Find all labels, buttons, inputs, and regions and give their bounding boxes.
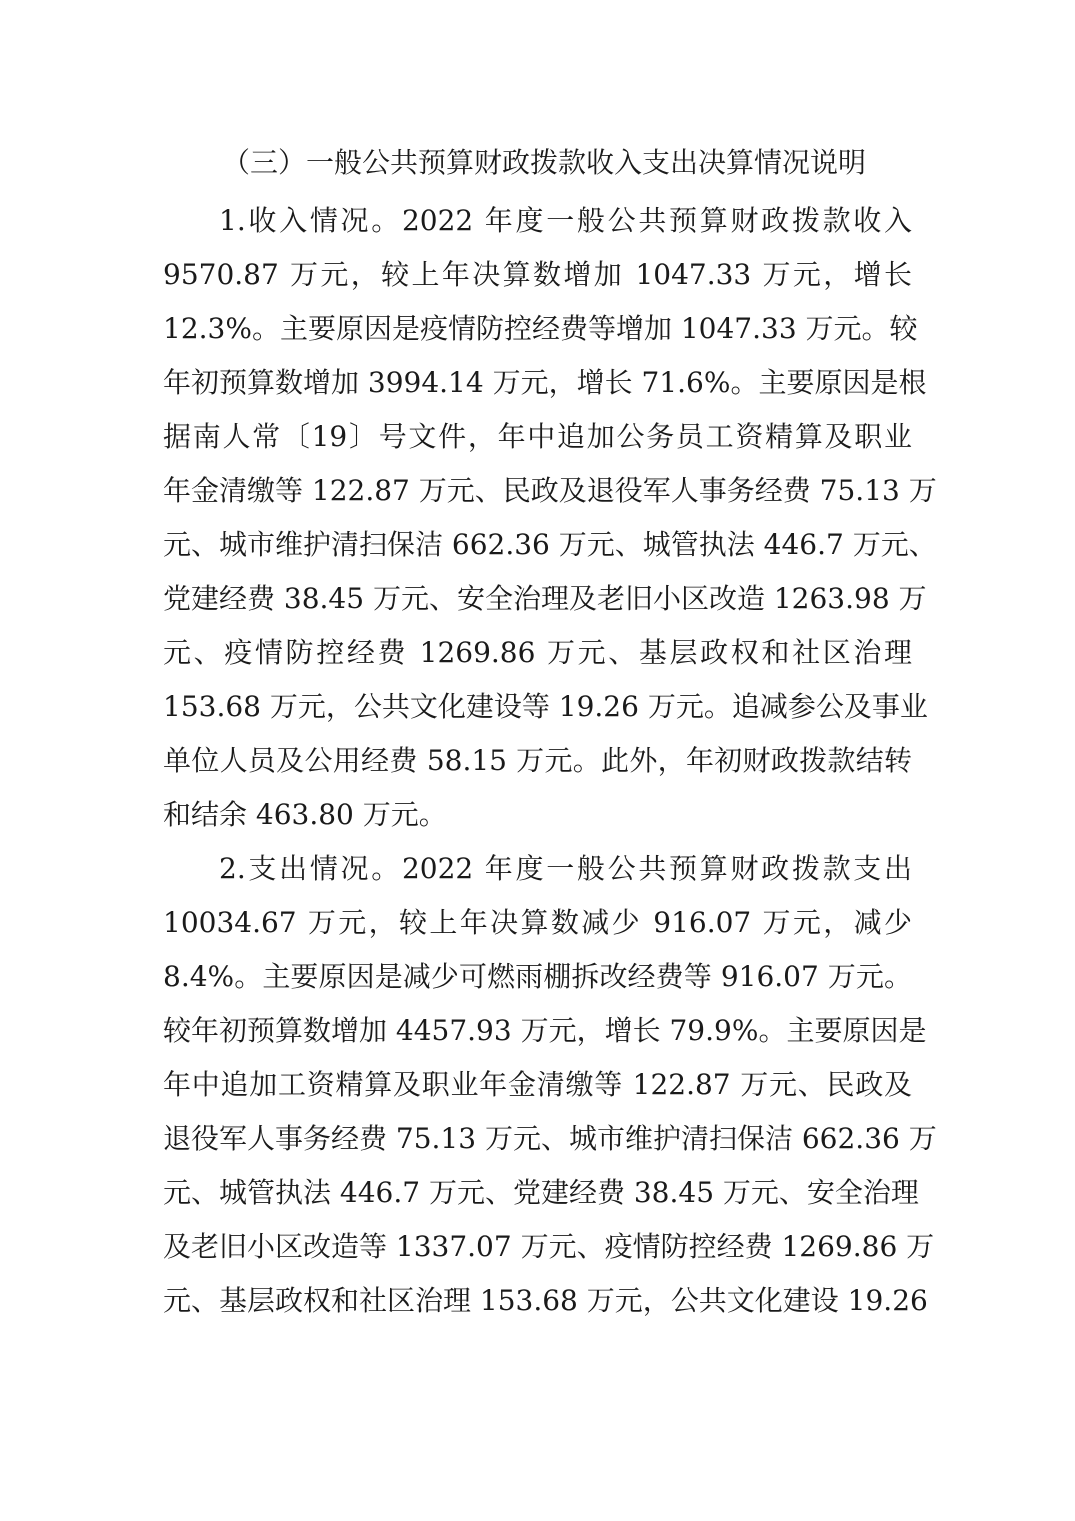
income-line-8: 党建经费 38.45 万元、安全治理及老旧小区改造 1263.98 万 bbox=[163, 582, 927, 615]
expenditure-line-6: 退役军人事务经费 75.13 万元、城市维护清扫保洁 662.36 万 bbox=[163, 1122, 937, 1155]
income-line-2: 9570.87 万元，较上年决算数增加 1047.33 万元，增长 bbox=[163, 258, 912, 291]
expenditure-line-2: 10034.67 万元，较上年决算数减少 916.07 万元，减少 bbox=[163, 906, 912, 939]
income-line-4: 年初预算数增加 3994.14 万元，增长 71.6%。主要原因是根 bbox=[163, 366, 927, 399]
income-line-10: 153.68 万元，公共文化建设等 19.26 万元。追减参公及事业 bbox=[163, 690, 928, 723]
income-line-9: 元、疫情防控经费 1269.86 万元、基层政权和社区治理 bbox=[163, 636, 912, 669]
income-line-11: 单位人员及公用经费 58.15 万元。此外，年初财政拨款结转 bbox=[163, 744, 912, 777]
expenditure-line-3: 8.4%。主要原因是减少可燃雨棚拆改经费等 916.07 万元。 bbox=[163, 960, 912, 993]
income-line-5: 据南人常〔19〕号文件，年中追加公务员工资精算及职业 bbox=[163, 420, 912, 453]
expenditure-line-5: 年中追加工资精算及职业年金清缴等 122.87 万元、民政及 bbox=[163, 1068, 912, 1101]
expenditure-line-7: 元、城管执法 446.7 万元、党建经费 38.45 万元、安全治理 bbox=[163, 1176, 919, 1209]
expenditure-line-8: 及老旧小区改造等 1337.07 万元、疫情防控经费 1269.86 万 bbox=[163, 1230, 935, 1263]
income-line-12: 和结余 463.80 万元。 bbox=[163, 798, 447, 831]
income-line-7: 元、城市维护清扫保洁 662.36 万元、城管执法 446.7 万元、 bbox=[163, 528, 937, 561]
expenditure-line-1: 2.支出情况。2022 年度一般公共预算财政拨款支出 bbox=[219, 852, 912, 885]
section-heading: （三）一般公共预算财政拨款收入支出决算情况说明 bbox=[222, 146, 867, 179]
expenditure-line-4: 较年初预算数增加 4457.93 万元，增长 79.9%。主要原因是 bbox=[163, 1014, 927, 1047]
income-line-3: 12.3%。主要原因是疫情防控经费等增加 1047.33 万元。较 bbox=[163, 312, 918, 345]
expenditure-line-9: 元、基层政权和社区治理 153.68 万元，公共文化建设 19.26 bbox=[163, 1284, 928, 1317]
income-line-6: 年金清缴等 122.87 万元、民政及退役军人事务经费 75.13 万 bbox=[163, 474, 937, 507]
income-line-1: 1.收入情况。2022 年度一般公共预算财政拨款收入 bbox=[219, 204, 912, 237]
